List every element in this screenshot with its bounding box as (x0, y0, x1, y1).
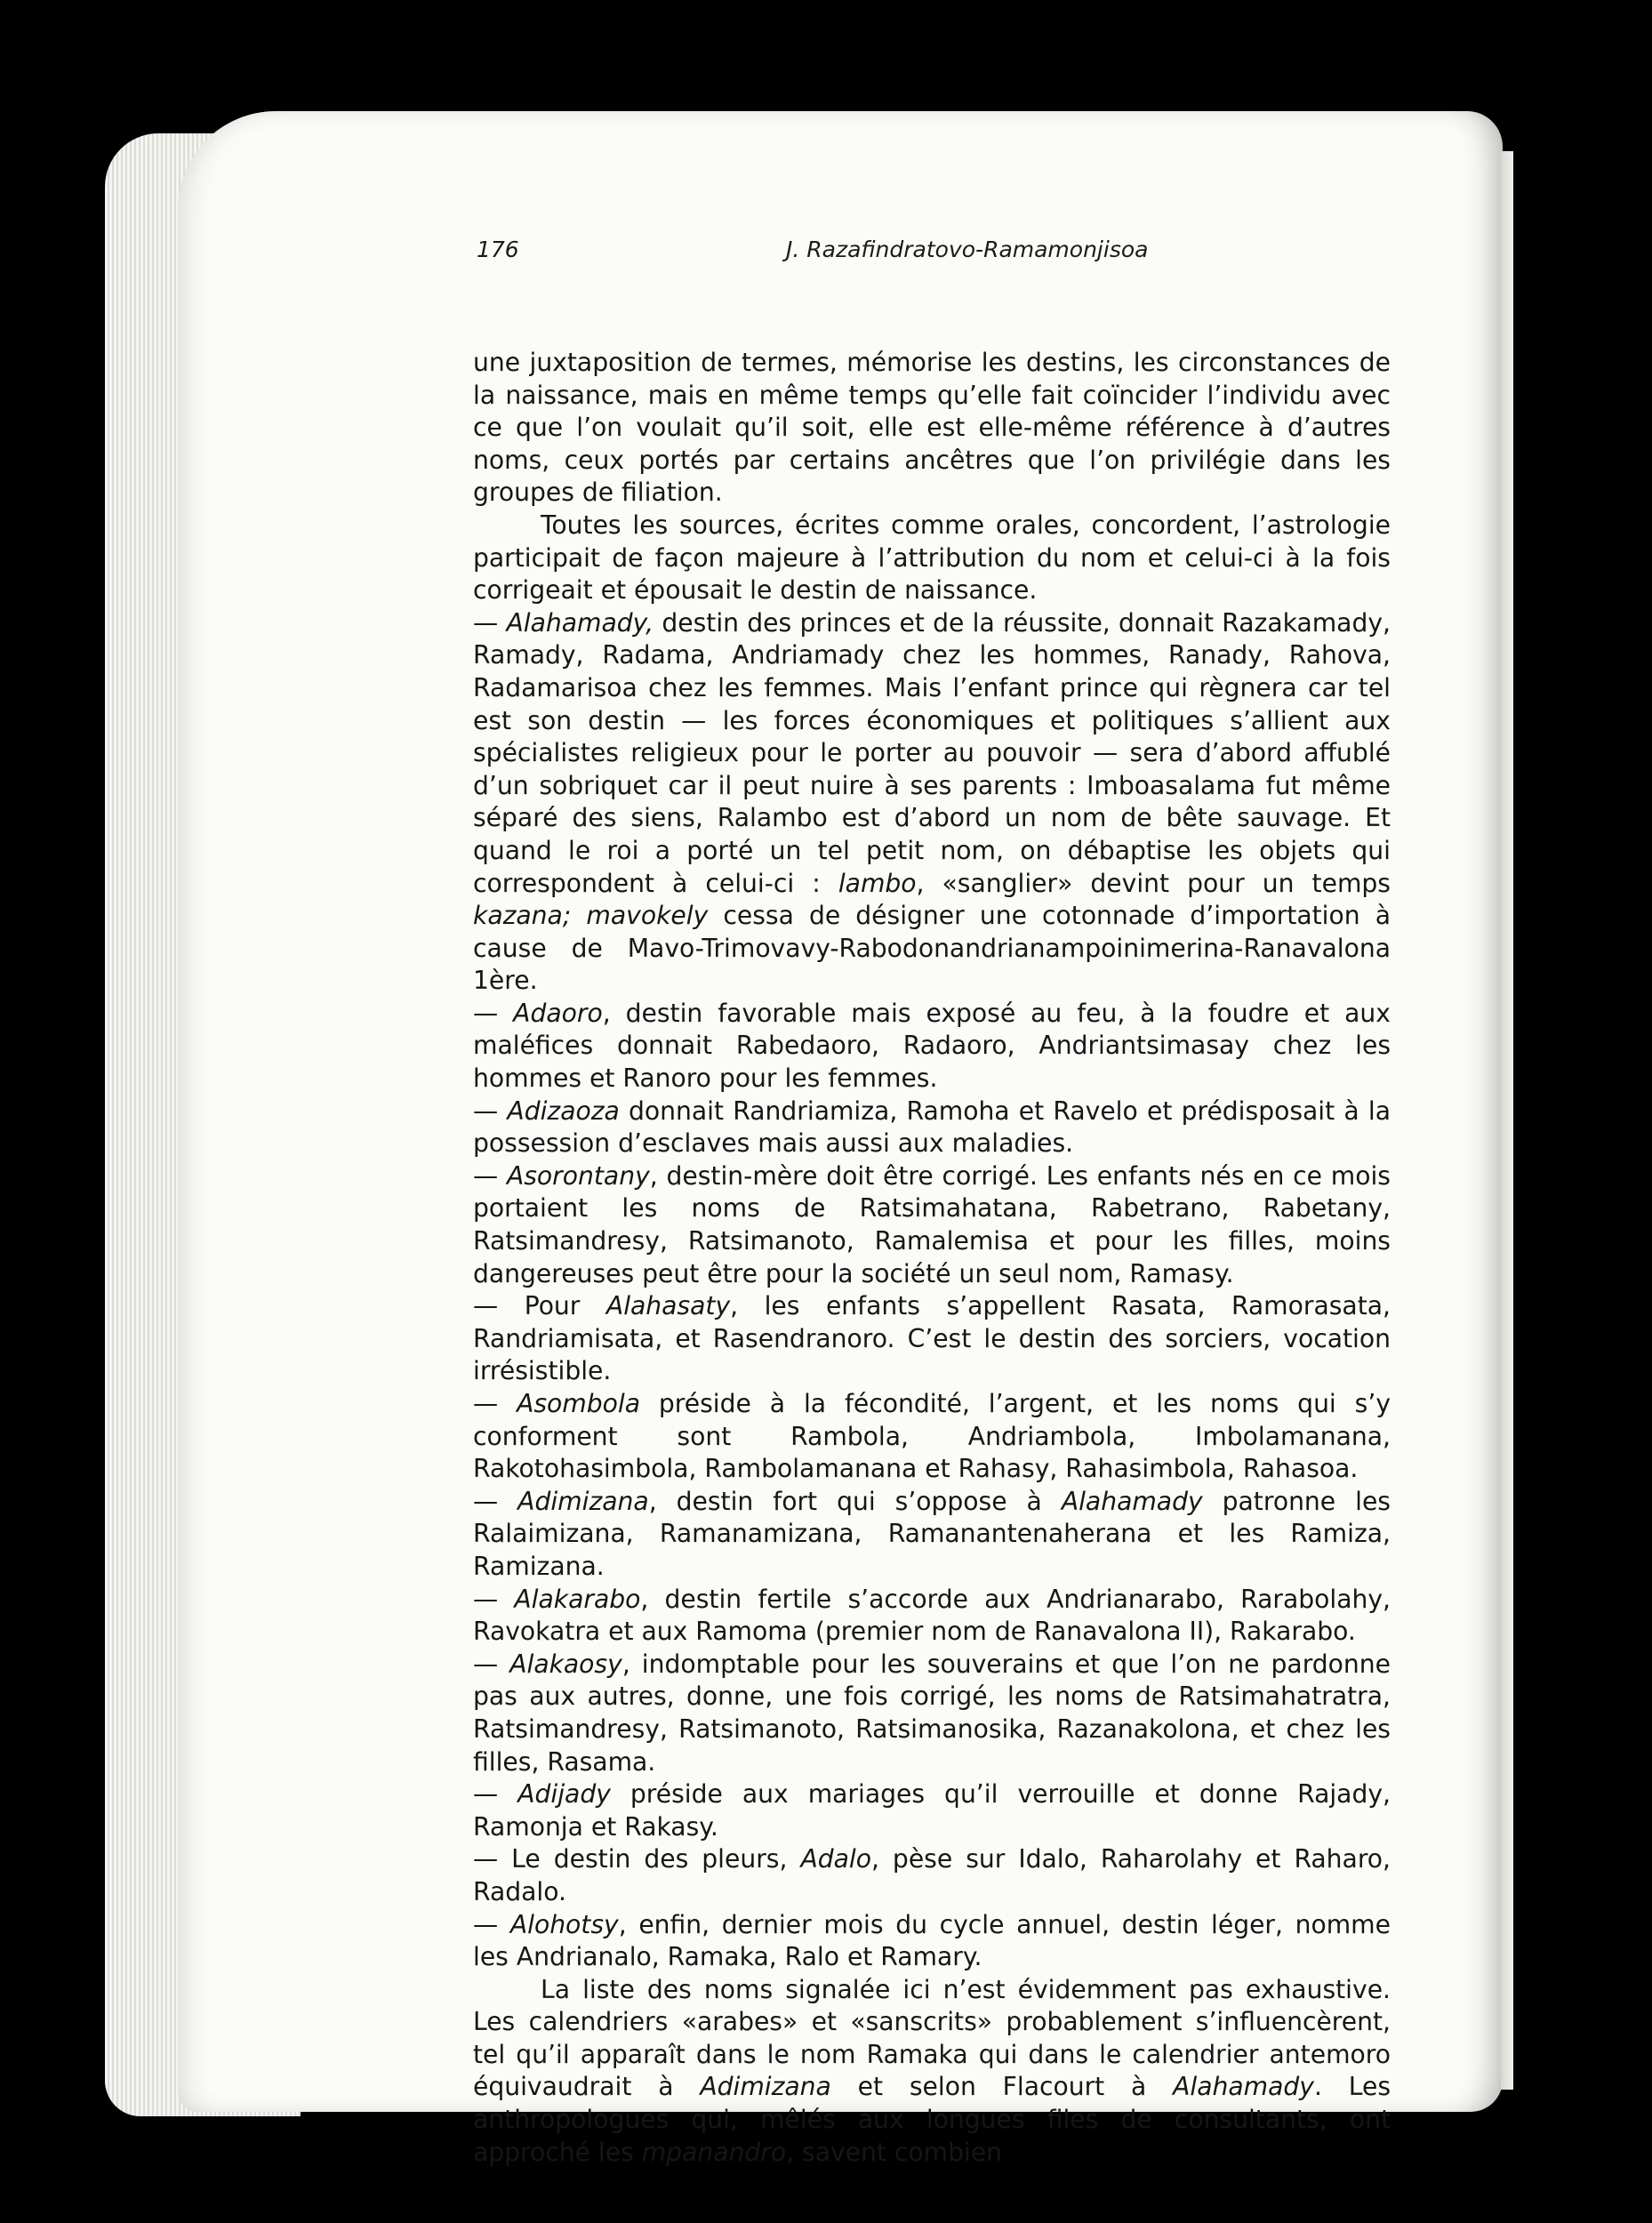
destiny-entry: — Adaoro, destin favorable mais exposé au feu, à la foudre et aux maléfices donnait Rabedaoro, Radaoro, Andriantsimasay chez les hommes et Ranoro pour les femmes. (473, 998, 1391, 1094)
destiny-entry: — Adijady préside aux mariages qu’il verrouille et donne Rajady, Ramonja et Rakasy. (473, 1779, 1391, 1842)
destiny-term: Adizaoza (507, 1095, 620, 1126)
destiny-term: Adaoro (513, 998, 603, 1028)
destiny-entry: — Adizaoza donnait Randriamiza, Ramoha et Ravelo et prédisposait à la possession d’esclaves mais aussi aux maladies. (473, 1095, 1391, 1159)
destiny-entry: — Alohotsy, enfin, dernier mois du cycle annuel, destin léger, nomme les Andrianalo, Ramaka, Ralo et Ramary. (473, 1909, 1391, 1972)
destiny-term: Asombola (517, 1389, 641, 1418)
destiny-term: Adijady (517, 1779, 611, 1810)
destiny-term: Alahamady, (506, 607, 654, 638)
destiny-term: Alakarabo (514, 1584, 641, 1614)
destiny-term: Alahasaty (605, 1291, 731, 1321)
destiny-entry: — Asorontany, destin-mère doit être corrigé. Les enfants nés en ce mois portaient les noms de Ratsimahatana, Rabetrano, Rabetany, Ratsimandresy, Ratsimanoto, Ramalemisa et pour les filles, moins dangereuses peut être pour la société un seul nom, Ramasy. (473, 1160, 1391, 1288)
running-head: J. Razafindratovo-Ramamonjisoa (786, 237, 1149, 262)
destiny-term: Asorontany (506, 1160, 650, 1191)
destiny-entry: — Pour Alahasaty, les enfants s’appellent Rasata, Ramorasata, Randriamisata, et Rasendranoro. C’est le destin des sorciers, vocation irrésistible. (473, 1291, 1391, 1386)
destiny-entry: — Le destin des pleurs, Adalo, pèse sur Idalo, Raharolahy et Raharo, Radalo. (473, 1844, 1391, 1906)
page-right-edge (1501, 151, 1513, 2090)
page-header (477, 237, 1389, 272)
destiny-term: Adalo (800, 1844, 871, 1874)
page-number: 176 (477, 237, 519, 262)
paragraph: Toutes les sources, écrites comme orales, concordent, l’astrologie participait de façon majeure à l’attribution du nom et celui-ci à la fois corrigeait et épousait le destin de naissance. (473, 510, 1391, 606)
destiny-term: Alakaosy (509, 1649, 622, 1679)
destiny-entry: — Alahamady, destin des princes et de la réussite, donnait Razakamady, Ramady, Radama, Andriamady chez les hommes, Ranady, Rahova, Radamarisoa chez les femmes. Mais l’enfant prince qui règnera car tel est son destin — les forces économiques et politiques s’allient aux spécialistes religieux pour le porter au pouvoir — sera d’abord affublé d’un sobriquet car il peut nuire à ses parents : Imboasalama fut même séparé des siens, Ralambo est d’abord un nom de bête sauvage. Et quand le roi a porté un tel petit nom, on débaptise les objets qui correspondent à celui-ci : lambo, «sanglier» devint pour un temps kazana; mavokely cessa de désigner une cotonnade d’importation à cause de Mavo-Trimovavy-Rabodonandrianampoinimerina-Ranavalona 1ère. (473, 607, 1391, 996)
paragraph: une juxtaposition de termes, mémorise les destins, les circonstances de la naissance, mais en même temps qu’elle fait coïncider l’individu avec ce que l’on voulait qu’il soit, elle est elle-même référence à d’autres noms, ceux portés par certains ancêtres que l’on privilégie dans les groupes de filiation. (473, 348, 1391, 508)
paragraph: La liste des noms signalée ici n’est évidemment pas exhaustive. Les calendriers «arabes» et «sanscrits» probablement s’influencèrent, tel qu’il apparaît dans le nom Ramaka qui dans le calendrier antemoro équivaudrait à Adimizana et selon Flacourt à Alahamady. Les anthropologues qui, mêlés aux longues files de consultants, ont approché les mpanandro, savent combien (473, 1974, 1391, 2167)
destiny-entry: — Adimizana, destin fort qui s’oppose à Alahamady patronne les Ralaimizana, Ramanamizana, Ramanantenaherana et les Ramiza, Ramizana. (473, 1486, 1391, 1581)
destiny-term: Alohotsy (509, 1909, 619, 1939)
destiny-term: Adimizana (517, 1486, 649, 1516)
body-text (473, 347, 1391, 2169)
destiny-entry: — Alakaosy, indomptable pour les souverains et que l’on ne pardonne pas aux autres, donne, une fois corrigé, les noms de Ratsimahatratra, Ratsimandresy, Ratsimanoto, Ratsimanosika, Razanakolona, et chez les filles, Rasama. (473, 1649, 1391, 1777)
destiny-entry: — Asombola préside à la fécondité, l’argent, et les noms qui s’y conforment sont Rambola, Andriambola, Imbolamanana, Rakotohasimbola, Rambolamanana et Rahasy, Rahasimbola, Rahasoa. (473, 1389, 1391, 1484)
destiny-entry: — Alakarabo, destin fertile s’accorde aux Andrianarabo, Rarabolahy, Ravokatra et aux Ramoma (premier nom de Ranavalona II), Rakarabo. (473, 1584, 1391, 1647)
